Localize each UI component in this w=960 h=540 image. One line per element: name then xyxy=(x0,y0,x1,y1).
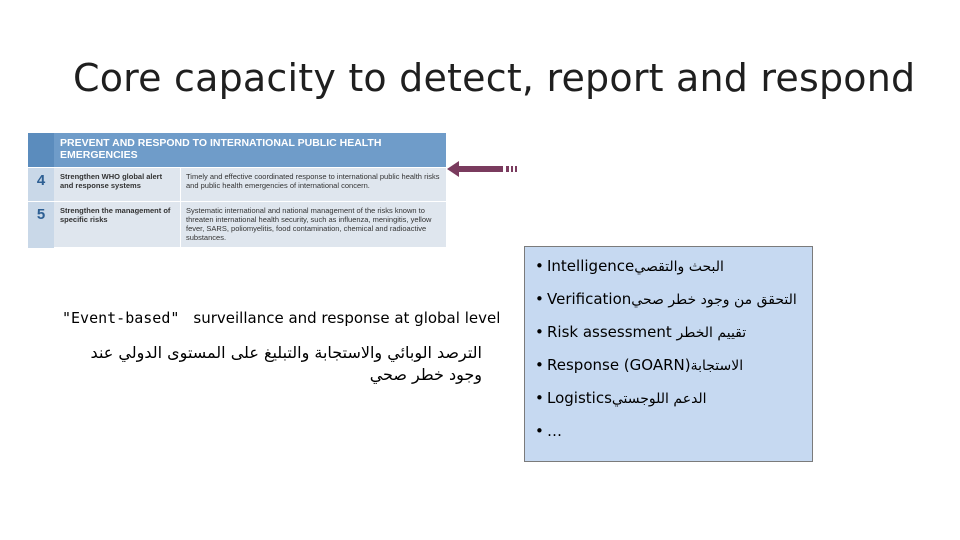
table-header-text: PREVENT AND RESPOND TO INTERNATIONAL PUBLIC HEALTH EMERGENCIES xyxy=(60,137,382,161)
bullet-icon: • xyxy=(535,389,544,407)
row-number: 5 xyxy=(28,202,54,248)
list-item xyxy=(535,288,810,321)
bullet-icon: • xyxy=(535,257,544,275)
row-description: Systematic international and national management of the risks known to threaten international health security, such as influenza, meningitis, yellow fever, SARS, poliomyelitis, food contamination, chemical and radioactive substances. xyxy=(186,206,432,242)
left-arrow-icon xyxy=(447,158,521,180)
bullet-icon: • xyxy=(535,323,544,341)
row-description: Timely and effective coordinated response to international public health risks and public health emergencies of international concern. xyxy=(186,172,440,190)
event-based-label: "Event-based" xyxy=(62,309,180,327)
event-based-description: surveillance and response at global level xyxy=(193,309,501,327)
item-arabic: الدعم اللوجستي xyxy=(611,391,707,407)
table-row xyxy=(28,167,446,202)
bullet-icon: • xyxy=(535,422,544,440)
item-english: Logistics xyxy=(547,389,612,407)
table-header xyxy=(28,133,446,167)
bullet-icon: • xyxy=(535,356,544,374)
list-item xyxy=(535,387,810,420)
arrow-shaft xyxy=(447,161,503,177)
arrow-dash xyxy=(506,166,509,172)
arrow-dash xyxy=(511,166,513,172)
capabilities-list xyxy=(535,255,810,453)
header-accent xyxy=(28,133,54,167)
column-divider xyxy=(180,202,181,248)
item-english: Verification xyxy=(547,290,632,308)
list-item xyxy=(535,255,810,288)
item-english: Response (GOARN) xyxy=(547,356,691,374)
row-number: 4 xyxy=(28,168,54,202)
item-english: … xyxy=(547,422,562,440)
arrow-dash xyxy=(515,166,517,172)
who-priorities-table xyxy=(28,133,446,247)
table-row xyxy=(28,201,446,248)
slide-title: Core capacity to detect, report and respond xyxy=(73,56,916,100)
list-item xyxy=(535,321,810,354)
event-based-line xyxy=(62,309,500,327)
item-english: Risk assessment xyxy=(547,323,677,341)
item-arabic: التحقق من وجود خطر صحي xyxy=(631,292,797,308)
item-arabic: الاستجابة xyxy=(690,358,744,374)
item-arabic: تقييم الخطر xyxy=(676,325,747,341)
row-objective: Strengthen WHO global alert and response systems xyxy=(60,172,163,190)
capabilities-box xyxy=(524,246,813,462)
bullet-icon: • xyxy=(535,290,544,308)
list-item xyxy=(535,420,810,453)
column-divider xyxy=(180,168,181,202)
item-english: Intelligence xyxy=(547,257,635,275)
item-arabic: البحث والتقصي xyxy=(634,259,724,275)
row-objective: Strengthen the management of specific risks xyxy=(60,206,171,224)
list-item xyxy=(535,354,810,387)
event-based-arabic: الترصد الوبائي والاستجابة والتبليغ على المستوى الدولي عند وجود خطر صحي xyxy=(90,343,482,384)
